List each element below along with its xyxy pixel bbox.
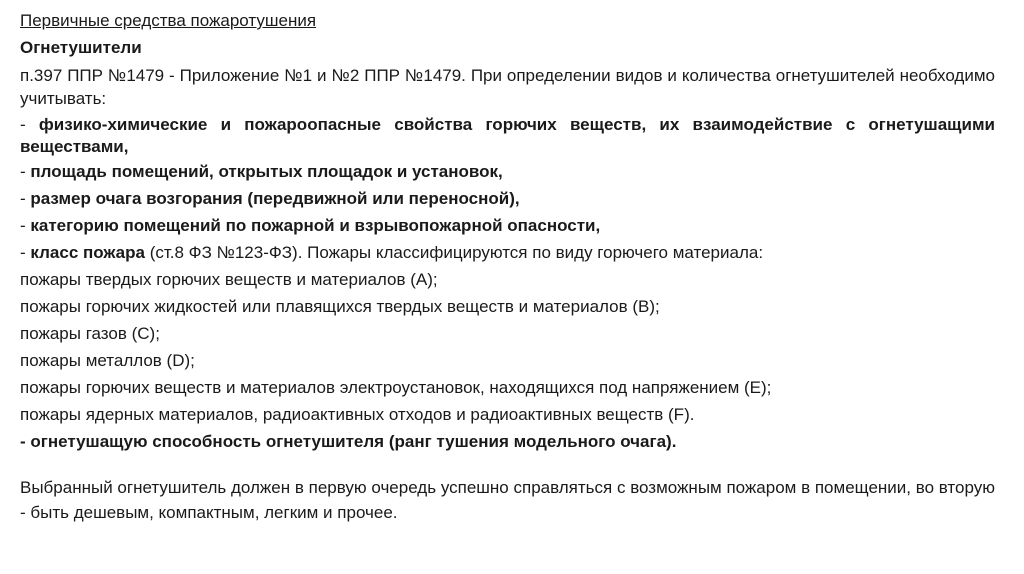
fire-class-item: пожары металлов (D); [20, 351, 195, 370]
factor-bold-text: класс пожара [30, 243, 145, 262]
factor-bold-text: физико-химические и пожароопасные свойства горючих веществ, их взаимодействие с огнетушащими веществами, [20, 115, 996, 156]
last-factor-item: - огнетушащую способность огнетушителя (ранг тушения модельного очага). [20, 432, 677, 451]
section-heading: Огнетушители [20, 38, 142, 57]
spacer [20, 455, 995, 475]
page-title: Первичные средства пожаротушения [20, 11, 317, 30]
factor-prefix: - [20, 115, 39, 134]
factor-item [20, 212, 995, 239]
fire-class-item: пожары ядерных материалов, радиоактивных отходов и радиоактивных веществ (F). [20, 405, 695, 424]
factor-prefix: - [20, 189, 31, 208]
factor-item [20, 114, 995, 158]
factor-prefix: - [20, 162, 31, 181]
factor-prefix: - [20, 243, 31, 262]
fire-class-item: пожары горючих жидкостей или плавящихся твердых веществ и материалов (B); [20, 297, 660, 316]
factor-bold-text: категорию помещений по пожарной и взрывопожарной опасности, [30, 216, 601, 235]
intro-paragraph: п.397 ППР №1479 - Приложение №1 и №2 ППР №1479. При определении видов и количества огнетушителей необходимо учитывать: [20, 66, 995, 108]
factor-item [20, 185, 995, 212]
fire-class-item: пожары твердых горючих веществ и материалов (A); [20, 270, 438, 289]
factor-prefix: - [20, 216, 31, 235]
factor-bold-text: площадь помещений, открытых площадок и установок, [30, 162, 503, 181]
fire-class-item: пожары горючих веществ и материалов электроустановок, находящихся под напряжением (E); [20, 378, 772, 397]
fire-class-item: пожары газов (C); [20, 324, 160, 343]
factor-item [20, 239, 995, 266]
factor-bold-text: размер очага возгорания (передвижной или переносной), [30, 189, 520, 208]
factor-rest-text: (ст.8 ФЗ №123-ФЗ). Пожары классифицируются по виду горючего материала: [144, 243, 764, 262]
conclusion-paragraph: Выбранный огнетушитель должен в первую очередь успешно справляться с возможным пожаром в помещении, во вторую - быть дешевым, компактным, легким и прочее. [20, 478, 995, 522]
slide-content [20, 8, 995, 525]
factor-item [20, 158, 995, 185]
